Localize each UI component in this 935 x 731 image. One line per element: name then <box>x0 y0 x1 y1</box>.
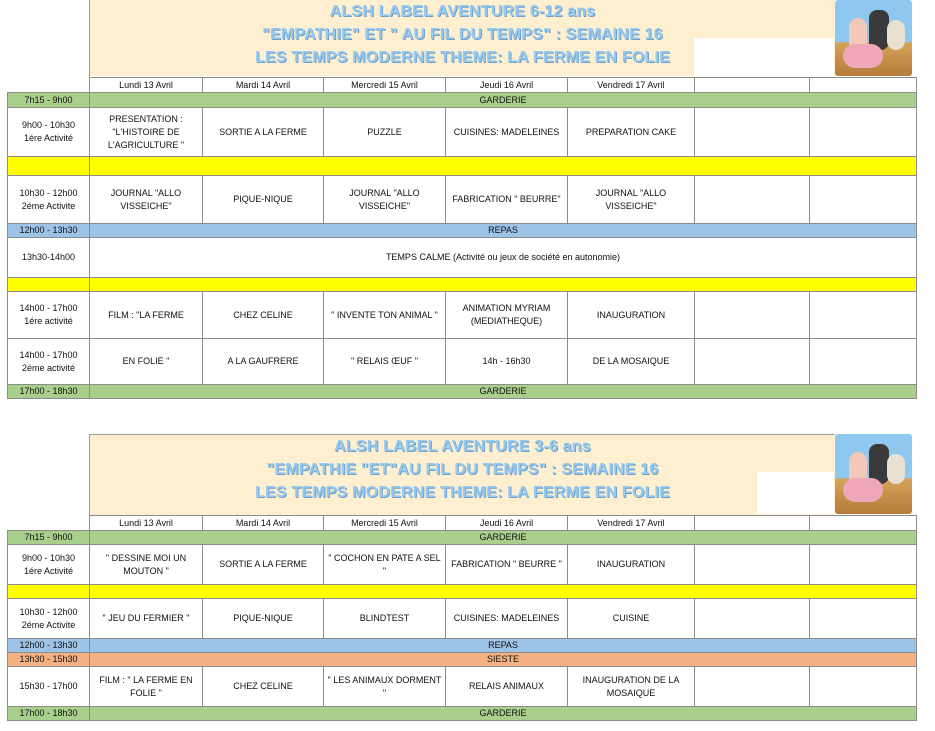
activity-cell: DE LA MOSAIQUE <box>568 339 695 385</box>
break-band <box>90 585 917 599</box>
activity-cell: BLINDTEST <box>324 599 446 639</box>
day-header: Vendredi 17 Avril <box>568 78 695 93</box>
activity-cell: CUISINES: MADELEINES <box>446 108 568 157</box>
activity-cell: " RELAIS ŒUF " <box>324 339 446 385</box>
activity-cell: CHEZ CELINE <box>203 667 324 707</box>
activity-cell: JOURNAL "ALLO VISSEICHE" <box>324 176 446 224</box>
activity-cell: " INVENTE TON ANIMAL " <box>324 292 446 339</box>
activity-cell: A LA GAUFRERE <box>203 339 324 385</box>
schedule-subtitle: "EMPATHIE "ET"AU FIL DU TEMPS" : SEMAINE 16 <box>266 461 659 478</box>
garderie-band: GARDERIE <box>90 385 917 399</box>
day-header: Jeudi 16 Avril <box>446 516 568 531</box>
time-slot: 10h30 - 12h00 2éme Activite <box>8 599 90 639</box>
time-slot: 7h15 - 9h00 <box>8 531 90 545</box>
activity-cell: FABRICATION " BEURRE" <box>446 176 568 224</box>
day-header: Lundi 13 Avril <box>90 516 203 531</box>
schedule-header-banner <box>89 434 835 515</box>
time-slot: 17h00 - 18h30 <box>8 707 90 721</box>
time-slot: 12h00 - 13h30 <box>8 639 90 653</box>
activity-cell: CUISINE <box>568 599 695 639</box>
time-slot: 13h30 - 15h30 <box>8 653 90 667</box>
repas-band: REPAS <box>90 224 917 238</box>
time-slot: 9h00 - 10h30 1ére Activité <box>8 108 90 157</box>
schedule-title: ALSH LABEL AVENTURE 6-12 ans <box>329 3 596 20</box>
break-band <box>90 278 917 292</box>
day-header: Mercredi 15 Avril <box>324 78 446 93</box>
activity-cell: SORTIE A LA FERME <box>203 545 324 585</box>
time-slot: 15h30 - 17h00 <box>8 667 90 707</box>
day-header: Mardi 14 Avril <box>203 516 324 531</box>
time-slot: 14h00 - 17h00 1ére activité <box>8 292 90 339</box>
activity-cell: JOURNAL "ALLO VISSEICHE" <box>568 176 695 224</box>
activity-cell: " LES ANIMAUX DORMENT " <box>324 667 446 707</box>
activity-cell: PIQUE-NIQUE <box>203 176 324 224</box>
activity-cell: INAUGURATION DE LA MOSAIQUE <box>568 667 695 707</box>
schedule-theme: LES TEMPS MODERNE THEME: LA FERME EN FOLIE <box>255 484 670 501</box>
activity-cell: PREPARATION CAKE <box>568 108 695 157</box>
activity-cell: RELAIS ANIMAUX <box>446 667 568 707</box>
activity-cell: PIQUE-NIQUE <box>203 599 324 639</box>
schedule-subtitle: "EMPATHIE" ET " AU FIL DU TEMPS" : SEMAINE 16 <box>262 26 663 43</box>
activity-cell: 14h - 16h30 <box>446 339 568 385</box>
garderie-band: GARDERIE <box>90 707 917 721</box>
activity-cell: FILM : "LA FERME <box>90 292 203 339</box>
farm-animals-image <box>835 434 912 514</box>
garderie-band: GARDERIE <box>90 531 917 545</box>
day-header: Jeudi 16 Avril <box>446 78 568 93</box>
activity-cell: EN FOLIE " <box>90 339 203 385</box>
activity-cell: INAUGURATION <box>568 545 695 585</box>
activity-cell: " DESSINE MOI UN MOUTON " <box>90 545 203 585</box>
activity-cell: " JEU DU FERMIER " <box>90 599 203 639</box>
day-header: Mercredi 15 Avril <box>324 516 446 531</box>
day-header: Vendredi 17 Avril <box>568 516 695 531</box>
repas-band: REPAS <box>90 639 917 653</box>
activity-cell: CUISINES: MADELEINES <box>446 599 568 639</box>
temps-calme-cell: TEMPS CALME (Activité ou jeux de société en autonomie) <box>90 238 917 278</box>
schedule-table <box>7 77 917 399</box>
time-slot: 14h00 - 17h00 2éme activité <box>8 339 90 385</box>
time-slot: 17h00 - 18h30 <box>8 385 90 399</box>
time-slot: 12h00 - 13h30 <box>8 224 90 238</box>
activity-cell: FILM : " LA FERME EN FOLIE " <box>90 667 203 707</box>
break-band <box>90 157 917 176</box>
day-header: Lundi 13 Avril <box>90 78 203 93</box>
schedule-table <box>7 515 917 721</box>
activity-cell: ANIMATION MYRIAM (MEDIATHEQUE) <box>446 292 568 339</box>
activity-cell: PUZZLE <box>324 108 446 157</box>
time-slot: 9h00 - 10h30 1ére Activité <box>8 545 90 585</box>
activity-cell: FABRICATION " BEURRE " <box>446 545 568 585</box>
schedule-theme: LES TEMPS MODERNE THEME: LA FERME EN FOLIE <box>255 49 670 66</box>
garderie-band: GARDERIE <box>90 93 917 108</box>
activity-cell: PRESENTATION : "L'HISTOIRE DE L'AGRICULTURE " <box>90 108 203 157</box>
schedule-title: ALSH LABEL AVENTURE 3-6 ans <box>334 438 591 455</box>
activity-cell: " COCHON EN PATE A SEL " <box>324 545 446 585</box>
activity-cell: CHEZ CELINE <box>203 292 324 339</box>
day-header: Mardi 14 Avril <box>203 78 324 93</box>
activity-cell: INAUGURATION <box>568 292 695 339</box>
time-slot: 10h30 - 12h00 2éme Activite <box>8 176 90 224</box>
activity-cell: JOURNAL "ALLO VISSEICHE" <box>90 176 203 224</box>
time-slot: 13h30-14h00 <box>8 238 90 278</box>
farm-animals-image <box>835 0 912 76</box>
sieste-band: SIESTE <box>90 653 917 667</box>
time-slot: 7h15 - 9h00 <box>8 93 90 108</box>
activity-cell: SORTIE A LA FERME <box>203 108 324 157</box>
